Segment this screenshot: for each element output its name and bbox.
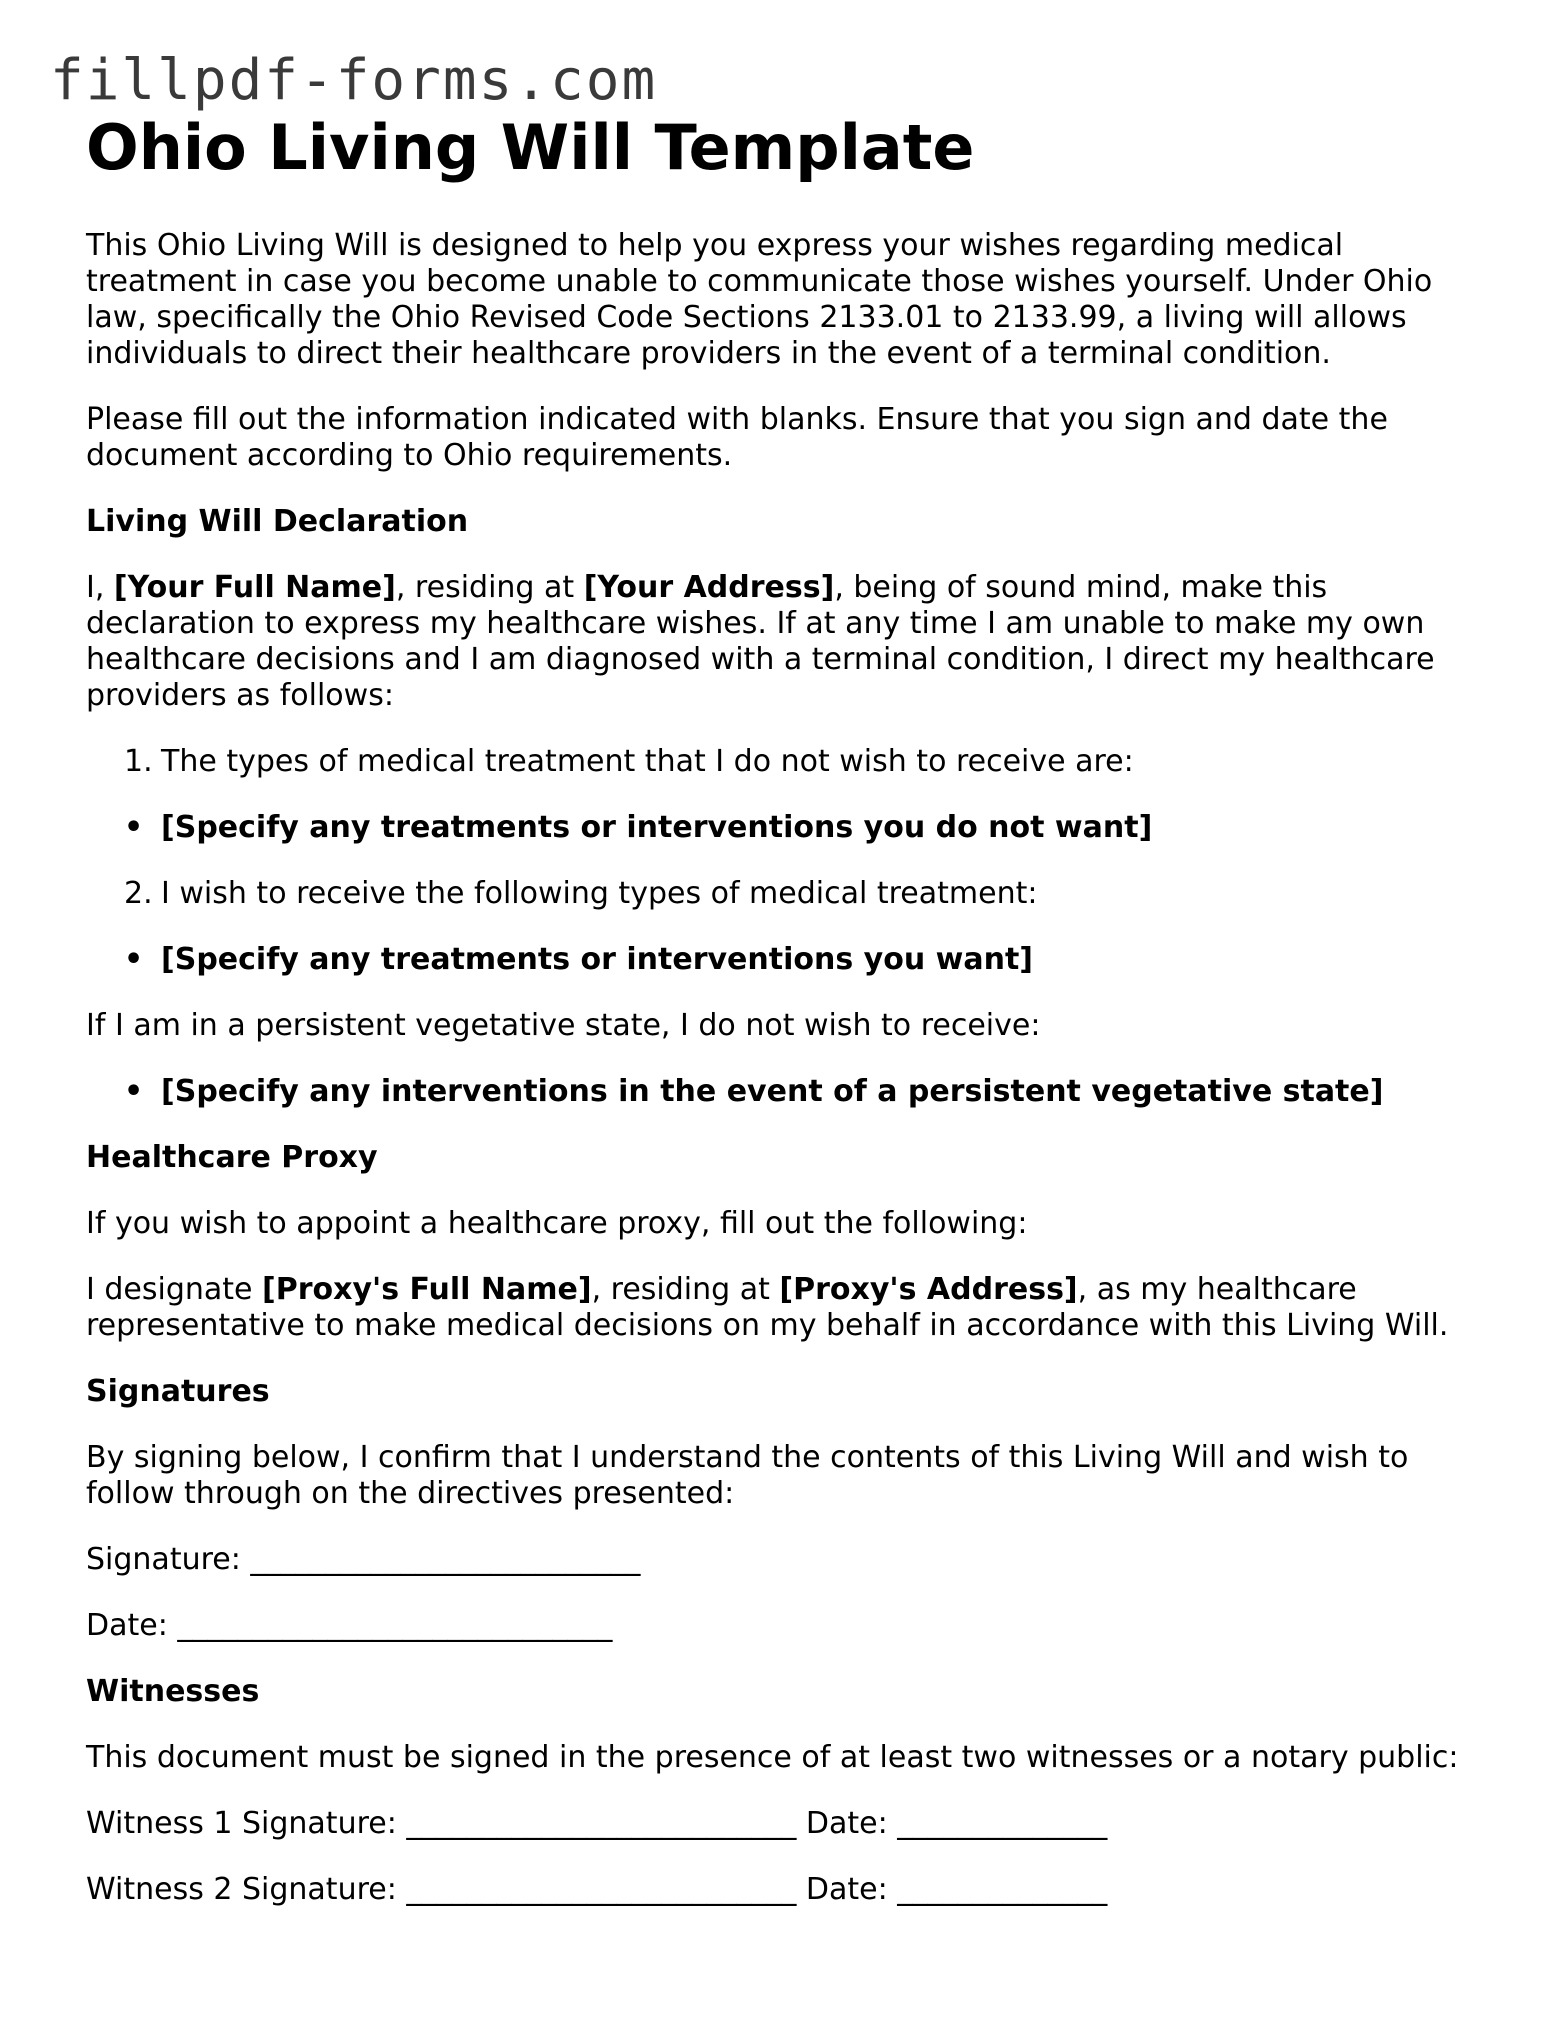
bullet-item	[86, 1074, 1486, 1110]
unwanted-treatments-blank: [Specify any treatments or interventions you do not want]	[161, 810, 1153, 845]
declaration-heading: Living Will Declaration	[86, 504, 469, 539]
bullet-item	[86, 810, 1486, 846]
proxy-paragraph	[86, 1272, 1486, 1344]
watermark: fillpdf-forms.com	[50, 48, 658, 113]
pvs-paragraph: If I am in a persistent vegetative state, I do not wish to receive:	[86, 1008, 1041, 1043]
intro-paragraph: This Ohio Living Will is designed to help you express your wishes regarding medical treatment in case you become unable to communicate those wishes yourself. Under Ohio law, specifically the Ohio Revised Code Sections 2133.01 to 2133.99, a living will allows individuals to direct their healthcare providers in the event of a terminal condition.	[86, 228, 1433, 371]
list-item	[86, 744, 1486, 780]
declaration-text-mid: , residing at	[395, 570, 584, 605]
proxy-heading: Healthcare Proxy	[86, 1140, 378, 1175]
signatures-intro: By signing below, I confirm that I understand the contents of this Living Will and wish to follow through on the directives presented:	[86, 1440, 1409, 1511]
list-number: 1.	[124, 744, 153, 779]
list-item	[86, 876, 1486, 912]
proxy-name-blank: [Proxy's Full Name]	[262, 1272, 592, 1307]
list-number: 2.	[124, 876, 153, 911]
bullet-item	[86, 942, 1486, 978]
bullet-icon: •	[124, 1074, 144, 1109]
signatures-heading: Signatures	[86, 1374, 270, 1409]
bullet-icon: •	[124, 810, 144, 845]
bullet-list	[86, 810, 1486, 846]
proxy-text-mid: , residing at	[591, 1272, 780, 1307]
witness-1-line: Witness 1 Signature: __________________________ Date: ______________	[86, 1806, 1108, 1841]
bullet-list	[86, 942, 1486, 978]
date-line: Date: _____________________________	[86, 1608, 613, 1643]
document-page	[86, 108, 1486, 1908]
declaration-text-end: , being of sound mind, make this declaration to express my healthcare wishes. If at any time I am unable to make my own healthcare decisions and I am diagnosed with a terminal condition, I direct my healthcare providers as follows:	[86, 570, 1435, 713]
declaration-paragraph	[86, 570, 1486, 714]
document-title: Ohio Living Will Template	[86, 111, 975, 184]
full-name-blank: [Your Full Name]	[113, 570, 396, 605]
bullet-list	[86, 1074, 1486, 1110]
witnesses-heading: Witnesses	[86, 1674, 260, 1709]
instructions-paragraph: Please fill out the information indicated with blanks. Ensure that you sign and date the document according to Ohio requirements.	[86, 402, 1388, 473]
witness-2-line: Witness 2 Signature: __________________________ Date: ______________	[86, 1872, 1108, 1907]
witnesses-intro: This document must be signed in the presence of at least two witnesses or a notary public:	[86, 1740, 1459, 1775]
proxy-text-start: I designate	[86, 1272, 263, 1307]
treatment-list	[86, 744, 1486, 780]
signature-line: Signature: __________________________	[86, 1542, 641, 1577]
list-item-text: The types of medical treatment that I do not wish to receive are:	[161, 744, 1134, 779]
wanted-treatments-blank: [Specify any treatments or interventions you want]	[161, 942, 1033, 977]
address-blank: [Your Address]	[583, 570, 835, 605]
declaration-text-start: I,	[86, 570, 114, 605]
list-item-text: I wish to receive the following types of medical treatment:	[161, 876, 1038, 911]
proxy-intro: If you wish to appoint a healthcare proxy, fill out the following:	[86, 1206, 1028, 1241]
proxy-address-blank: [Proxy's Address]	[779, 1272, 1078, 1307]
treatment-list	[86, 876, 1486, 912]
proxy-text-end: , as my healthcare representative to make medical decisions on my behalf in accordance with this Living Will.	[86, 1272, 1449, 1343]
bullet-icon: •	[124, 942, 144, 977]
pvs-interventions-blank: [Specify any interventions in the event of a persistent vegetative state]	[161, 1074, 1384, 1109]
